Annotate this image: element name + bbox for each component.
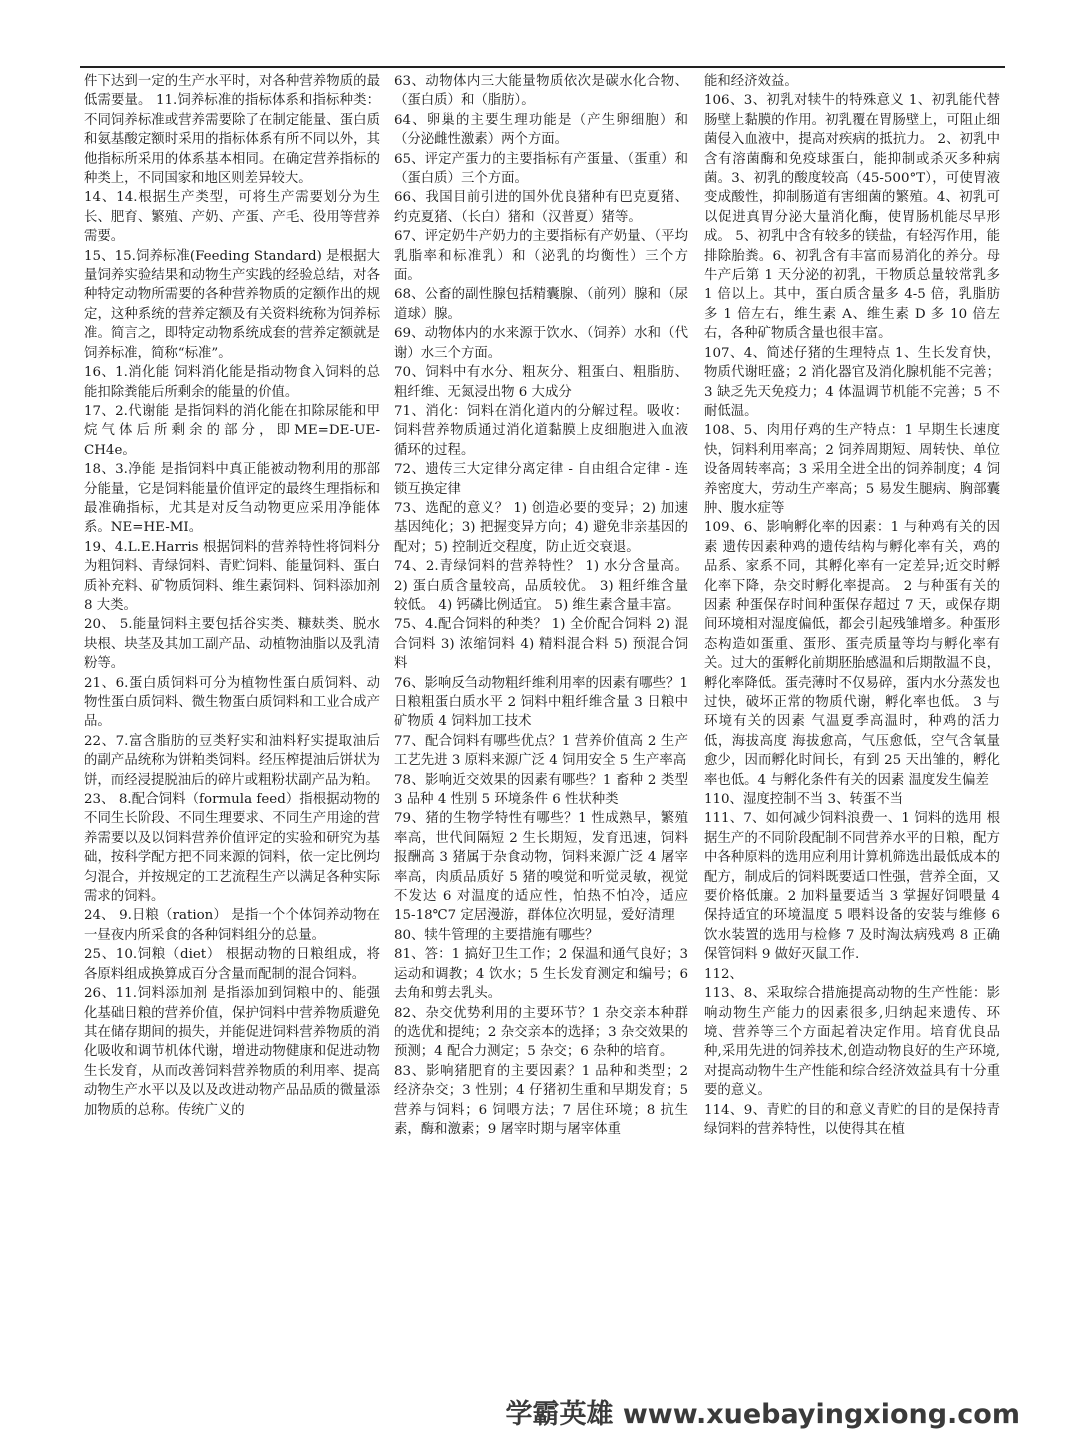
paragraph: 111、7、如何减少饲料浪费一、1 饲料的选用 根据生产的不同阶段配制不同营养水平的日粮，配方中各种原料的选用应利用计算机筛选出最低成本的配方，制成后的饲料既要适口性强，营养全面，又要价格低廉。2 加料量要适当 3 掌握好饲喂量 4 保持适宜的环境温度 5 喂料设备的安装与维修 6 饮水装置的选用与检修 7 及时淘汰病残鸡 8 正确保管饲料 9 做好灭鼠工作. <box>704 811 1000 963</box>
paragraph: 68、公畜的副性腺包括精囊腺、（前列）腺和（尿道球）腺。 <box>394 287 688 322</box>
paragraph: 80、犊牛管理的主要措施有哪些？ <box>394 927 599 943</box>
paragraph: 16、1.消化能 饲料消化能是指动物食入饲料的总能扣除粪能后所剩余的能量的价值。 <box>84 365 380 400</box>
paragraph: 19、4.L.E.Harris 根据饲料的营养特性将饲料分为粗饲料、青绿饲料、青贮饲料、能量饲料、蛋白质补充料、矿物质饲料、维生素饲料、饲料添加剂 8 大类。 <box>84 539 380 613</box>
paragraph: 15、15.饲养标准(Feeding Standard) 是根据大量饲养实验结果和动物生产实践的经验总结，对各种特定动物所需要的各种营养物质的定额作出的规定，这种系统的营养定额及有关资料统称为饲养标准。简言之，即特定动物系统成套的营养定额就是饲养标准，简称“标准”。 <box>84 248 380 361</box>
paragraph: 114、9、青贮的目的和意义青贮的目的是保持青绿饲料的营养特性，以使得其在植 <box>704 1102 1000 1137</box>
paragraph: 71、消化：饲料在消化道内的分解过程。吸收：饲料营养物质通过消化道黏膜上皮细胞进入血液循环的过程。 <box>394 403 688 458</box>
paragraph: 70、饲料中有水分、粗灰分、粗蛋白、粗脂肪、粗纤维、无氮浸出物 6 大成分 <box>394 365 688 400</box>
paragraph: 26、11.饲料添加剂 是指添加到饲粮中的、能强化基础日粮的营养价值，保护饲料中营养物质避免其在储存期间的损失，并能促进饲料营养物质的消化吸收和调节机体代谢，增进动物健康和促进动物生长发育，从而改善饲料营养物质的利用率、提高动物生产水平以及以及改进动物产品品质的微量添加物质的总称。传统广义的 <box>84 986 380 1118</box>
paragraph: 83、影响猪肥育的主要因素？1 品种和类型；2 经济杂交；3 性别；4 仔猪初生重和早期发育；5 营养与饲料；6 饲喂方法；7 居住环境；8 抗生素，酶和激素；9 屠宰时期与屠宰体重 <box>394 1063 688 1137</box>
paragraph: 66、我国目前引进的国外优良猪种有巴克夏猪、约克夏猪、（长白）猪和（汉普夏）猪等。 <box>394 190 688 225</box>
paragraph: 18、3.净能 是指饲料中真正能被动物利用的那部分能量，它是饲料能量价值评定的最终生理指标和最准确指标，尤其是对反刍动物更应采用净能体系。NE=HE-MI。 <box>84 462 380 536</box>
paragraph: 109、6、影响孵化率的因素：1 与种鸡有关的因素 遗传因素种鸡的遗传结构与孵化率有关，鸡的品系、家系不同，其孵化率有一定差异;近交时孵化率下降，杂交时孵化率提高。 2 与种蛋有关的因素 种蛋保存时间种蛋保存超过 7 天，或保存期间环境相对湿度偏低，都会引起残雏增多。种蛋形态构造如蛋重、蛋形、蛋壳质量等均与孵化率有关。过大的蛋孵化前期胚胎感温和后期散温不良，孵化率降低。蛋壳薄时不仅易碎，蛋内水分蒸发也过快，破坏正常的物质代谢，孵化率也低。 3 与环境有关的因素 气温夏季高温时，种鸡的活力低，海拔高度 海拔愈高，气压愈低，空气含氧量愈少，因而孵化时间长，有到 25 天出雏的，孵化率也低。4 与孵化条件有关的因素 温度发生偏差 <box>704 520 1000 788</box>
top-rule <box>80 66 1005 68</box>
paragraph: 113、8、采取综合措施提高动物的生产性能：影响动物生产能力的因素很多,归纳起来遗传、环境、营养等三个方面起着决定作用。培育优良品种,采用先进的饲养技术,创造动物良好的生产环境,对提高动物牛生产性能和综合经济效益具有十分重要的意义。 <box>704 986 1000 1099</box>
paragraph: 74、2.青绿饲料的营养特性？ 1) 水分含量高。 2) 蛋白质含量较高，品质较优。 3) 粗纤维含量较低。 4) 钙磷比例适宜。 5) 维生素含量丰富。 <box>394 559 688 613</box>
paragraph: 108、5、肉用仔鸡的生产特点：1 早期生长速度快，饲料利用率高；2 饲养周期短、周转快、单位设备周转率高；3 采用全进全出的饲养制度；4 饲养密度大，劳动生产率高；5 易发生腿病、胸部囊肿、腹水症等 <box>704 423 1000 516</box>
paragraph: 110、湿度控制不当 3、转蛋不当 <box>704 792 904 808</box>
paragraph: 23、 8.配合饲料（formula feed）指根据动物的不同生长阶段、不同生理要求、不同生产用途的营养需要以及以饲料营养价值评定的实验和研究为基础，按科学配方把不同来源的饲料，依一定比例均匀混合，并按规定的工艺流程生产以满足各种实际需求的饲料。 <box>84 792 380 905</box>
paragraph: 112、 <box>704 966 743 982</box>
paragraph: 77、配合饲料有哪些优点？1 营养价值高 2 生产工艺先进 3 原料来源广泛 4 饲用安全 5 生产率高 <box>394 733 688 769</box>
text-column-left <box>84 72 380 1357</box>
text-column-middle <box>394 72 688 1357</box>
paragraph: 106、3、初乳对犊牛的特殊意义 1、初乳能代替肠壁上黏膜的作用。初乳覆在胃肠壁上，可阻止细菌侵入血液中，提高对疾病的抵抗力。 2、初乳中含有溶菌酶和免疫球蛋白，能抑制或杀灭多种病菌。3、初乳的酸度较高（45-500°T），可使胃液变成酸性，抑制肠道有害细菌的繁殖。4、初乳可以促进真胃分泌大量消化酶，使胃肠机能尽早形成。 5、初乳中含有较多的镁盐，有轻泻作用，能排除胎粪。6、初乳含有丰富而易消化的养分。母牛产后第 1 天分泌的初乳，干物质总量较常乳多 1 倍以上。其中，蛋白质含量多 4-5 倍，乳脂肪多 1 倍左右，维生素 A、维生素 D 多 10 倍左右，各种矿物质含量也很丰富。 <box>704 93 1000 342</box>
paragraph: 件下达到一定的生产水平时，对各种营养物质的最低需要量。 11.饲养标准的指标体系和指标种类：不同饲养标准或营养需要除了在制定能量、蛋白质和氨基酸定额时采用的指标体系有所不同以外，其他指标所采用的体系基本相同。在确定营养指标的种类上，不同国家和地区则差异较大。 <box>84 74 380 187</box>
paragraph: 22、7.富含脂肪的豆类籽实和油料籽实提取油后的副产品统称为饼粕类饲料。经压榨提油后饼状为饼，而经浸提脱油后的碎片或粗粉状副产品为粕。 <box>84 733 380 788</box>
paragraph: 20、 5.能量饲料主要包括谷实类、糠麸类、脱水块根、块茎及其加工副产品、动植物油脂以及乳清粉等。 <box>84 617 380 672</box>
text-column-right <box>704 72 1000 1357</box>
paragraph: 17、2.代谢能 是指饲料的消化能在扣除尿能和甲烷气体后所剩余的部分，即ME=DE-UE-CH4e。 <box>84 403 380 458</box>
paragraph: 72、遗传三大定律分离定律 - 自由组合定律 - 连锁互换定律 <box>394 462 688 497</box>
paragraph: 79、猪的生物学特性有哪些？1 性成熟早，繁殖率高，世代间隔短 2 生长期短，发育迅速，饲料报酬高 3 猪属于杂食动物，饲料来源广泛 4 屠宰率高，肉质品质好 5 猪的嗅觉和听觉灵敏，视觉不发达 6 对温度的适应性，怕热不怕冷，适应 15-18℃7 定居漫游，群体位次明显，爱好清理 <box>394 811 688 924</box>
paragraph: 107、4、简述仔猪的生理特点 1、生长发育快，物质代谢旺盛；2 消化器官及消化腺机能不完善；3 缺乏先天免疫力；4 体温调节机能不完善；5 不耐低温。 <box>704 345 1000 419</box>
paragraph: 24、 9.日粮（ration） 是指一个个体饲养动物在一昼夜内所采食的各种饲料组分的总量。 <box>84 908 380 943</box>
paragraph: 25、10.饲粮（diet） 根据动物的日粮组成，将各原料组成换算成百分含量而配制的混合饲料。 <box>84 947 380 982</box>
paragraph: 14、14.根据生产类型，可将生产需要划分为生长、肥育、繁殖、产奶、产蛋、产毛、役用等营养需要。 <box>84 190 380 245</box>
paragraph: 76、影响反刍动物粗纤维利用率的因素有哪些？1 日粮粗蛋白质水平 2 饲料中粗纤维含量 3 日粮中矿物质 4 饲料加工技术 <box>394 675 688 730</box>
paragraph: 78、影响近交效果的因素有哪些？1 畜种 2 类型 3 品种 4 性别 5 环境条件 6 性状种类 <box>394 772 688 808</box>
site-watermark: 学霸英雄 www.xuebayingxiong.com <box>505 1399 1020 1430</box>
paragraph: 82、杂交优势利用的主要环节？1 杂交亲本种群的选优和提纯；2 杂交亲本的选择；3 杂交效果的预测；4 配合力测定；5 杂交；6 杂种的培育。 <box>394 1005 688 1060</box>
paragraph: 75、4.配合饲料的种类？ 1) 全价配合饲料 2) 混合饲料 3) 浓缩饲料 4) 精料混合料 5) 预混合饲料 <box>394 617 688 672</box>
paragraph: 73、选配的意义？ 1) 创造必要的变异；2) 加速基因纯化；3) 把握变异方向；4) 避免非亲基因的配对；5) 控制近交程度，防止近交衰退。 <box>394 500 688 555</box>
paragraph: 63、动物体内三大能量物质依次是碳水化合物、（蛋白质）和（脂肪）。 <box>394 74 688 109</box>
paragraph: 能和经济效益。 <box>704 74 798 89</box>
paragraph: 65、评定产蛋力的主要指标有产蛋量、（蛋重）和（蛋白质）三个方面。 <box>394 151 688 187</box>
paragraph: 81、答：1 搞好卫生工作；2 保温和通气良好；3 运动和调教；4 饮水；5 生长发育测定和编号；6 去角和剪去乳头。 <box>394 947 688 1002</box>
paragraph: 69、动物体内的水来源于饮水、（饲养）水和（代谢）水三个方面。 <box>394 326 688 361</box>
paragraph: 21、6.蛋白质饲料可分为植物性蛋白质饲料、动物性蛋白质饲料、微生物蛋白质饲料和工业合成产品。 <box>84 675 380 730</box>
paragraph: 67、评定奶牛产奶力的主要指标有产奶量、（平均乳脂率和标准乳）和（泌乳的均衡性）三个方面。 <box>394 229 688 284</box>
paragraph: 64、卵巢的主要生理功能是（产生卵细胞）和（分泌雌性激素）两个方面。 <box>394 112 688 148</box>
